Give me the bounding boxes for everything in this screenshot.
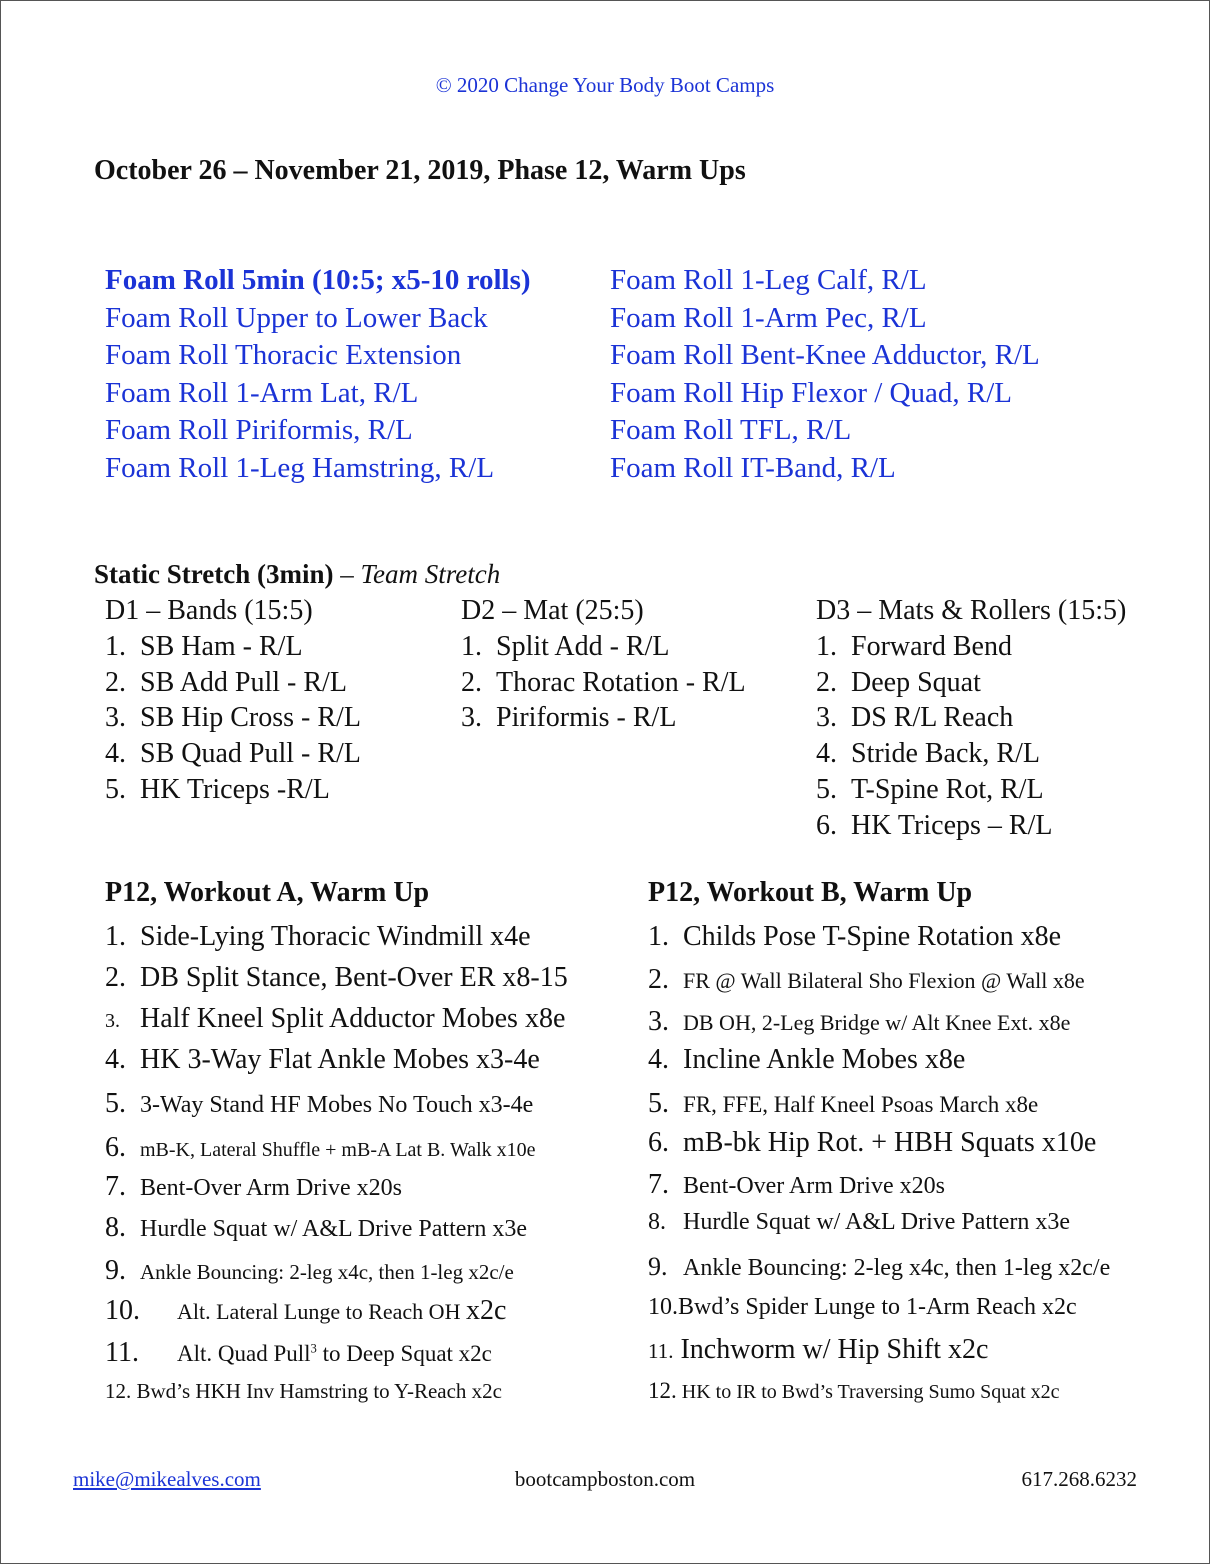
footer-website: bootcampboston.com [514,1467,696,1491]
list-item: 6. HK Triceps – R/L [816,809,1053,841]
foam-roll-item: Foam Roll Upper to Lower Back [105,301,488,334]
workout-item: 12. Bwd’s HKH Inv Hamstring to Y-Reach x2c [105,1379,503,1403]
workout-item: 3. DB OH, 2-Leg Bridge w/ Alt Knee Ext. x8e [648,1006,1071,1037]
foam-roll-list-left [105,262,531,488]
list-item: 3. Piriformis - R/L [461,702,677,734]
workout-item: 1. Side-Lying Thoracic Windmill x4e [105,921,531,952]
workout-item: 11. Alt. Quad Pull$^3$ to Deep Squat x2c [105,1337,492,1368]
workout-item: 9. Ankle Bouncing: 2-leg x4c, then 1-leg x2c/e [105,1255,514,1286]
column-title: D1 – Bands (15:5) [105,595,313,626]
foam-roll-item: Foam Roll Bent-Knee Adductor, R/L [610,339,1040,372]
workout-item: 2. FR @ Wall Bilateral Sho Flexion @ Wall x8e [648,964,1085,995]
list-item: 1. SB Ham - R/L [105,630,303,662]
foam-roll-item: Foam Roll IT-Band, R/L [610,451,896,484]
stretch-column-d1 [105,593,361,808]
workout-item: 4. HK 3-Way Flat Ankle Mobes x3-4e [105,1044,540,1075]
static-stretch-subtitle: Team Stretch [360,559,501,589]
column-title: D3 – Mats & Rollers (15:5) [816,595,1127,626]
foam-roll-item: Foam Roll 1-Arm Pec, R/L [610,301,927,334]
foam-roll-item: Foam Roll 5min (10:5; x5-10 rolls) [105,264,531,296]
workout-item: 4. Incline Ankle Mobes x8e [648,1044,966,1075]
workout-item: 8. Hurdle Squat w/ A&L Drive Pattern x3e [648,1209,1071,1235]
list-item: 4. Stride Back, R/L [816,738,1040,770]
workout-item: 11. Inchworm w/ Hip Shift x2c [648,1334,989,1365]
list-item: 4. SB Quad Pull - R/L [105,738,361,770]
heading-dash: – [333,559,361,589]
copyright-notice: © 2020 Change Your Body Boot Camps [435,73,775,97]
foam-roll-item: Foam Roll Thoracic Extension [105,339,462,372]
list-item: 2. SB Add Pull - R/L [105,666,347,698]
workout-item: 2. DB Split Stance, Bent-Over ER x8-15 [105,962,568,993]
workout-item: 3. Half Kneel Split Adductor Mobes x8e [105,1003,566,1034]
foam-roll-item: Foam Roll TFL, R/L [610,414,852,447]
workout-item: 9. Ankle Bouncing: 2-leg x4c, then 1-leg x2c/e [648,1252,1111,1281]
foam-roll-item: Foam Roll 1-Leg Calf, R/L [610,264,927,296]
list-item: 1. Forward Bend [816,630,1012,662]
workout-item: 5. FR, FFE, Half Kneel Psoas March x8e [648,1088,1039,1119]
workout-item: 7. Bent-Over Arm Drive x20s [648,1169,945,1200]
list-item: 2. Deep Squat [816,666,981,698]
list-item: 2. Thorac Rotation - R/L [461,666,746,698]
foam-roll-list-right [610,262,1040,488]
foam-roll-item: Foam Roll 1-Leg Hamstring, R/L [105,451,495,484]
footer-email-link[interactable]: mike@mikealves.com [73,1467,261,1491]
list-item: 3. DS R/L Reach [816,702,1014,734]
stretch-column-d3 [816,593,1126,844]
list-item: 3. SB Hip Cross - R/L [105,702,361,734]
static-stretch-heading [94,559,500,590]
static-stretch-title: Static Stretch (3min) [94,559,334,589]
workout-item: 1. Childs Pose T-Spine Rotation x8e [648,921,1062,952]
foam-roll-item: Foam Roll Piriformis, R/L [105,414,413,447]
workout-item: 6. mB-bk Hip Rot. + HBH Squats x10e [648,1127,1097,1158]
footer-phone: 617.268.6232 [1021,1467,1137,1491]
workout-item: 5. 3-Way Stand HF Mobes No Touch x3-4e [105,1088,534,1119]
workout-item: 10. Alt. Lateral Lunge to Reach OH x2c [105,1295,507,1326]
stretch-column-d2 [461,593,746,736]
workout-item: 6. mB-K, Lateral Shuffle + mB-A Lat B. Walk x10e [105,1132,536,1163]
foam-roll-item: Foam Roll 1-Arm Lat, R/L [105,376,419,409]
workout-item: 12. HK to IR to Bwd’s Traversing Sumo Squat x2c [648,1378,1060,1403]
workout-b-title: P12, Workout B, Warm Up [648,877,973,908]
column-title: D2 – Mat (25:5) [461,595,644,626]
workout-item: 10.Bwd’s Spider Lunge to 1-Arm Reach x2c [648,1294,1077,1320]
list-item: 5. HK Triceps -R/L [105,773,330,805]
workout-item: 7. Bent-Over Arm Drive x20s [105,1171,402,1202]
list-item: 1. Split Add - R/L [461,630,670,662]
workout-a-title: P12, Workout A, Warm Up [105,877,430,908]
page-title: October 26 – November 21, 2019, Phase 12, Warm Ups [94,155,746,186]
list-item: 5. T-Spine Rot, R/L [816,773,1044,805]
foam-roll-item: Foam Roll Hip Flexor / Quad, R/L [610,376,1012,409]
workout-item: 8. Hurdle Squat w/ A&L Drive Pattern x3e [105,1212,528,1243]
